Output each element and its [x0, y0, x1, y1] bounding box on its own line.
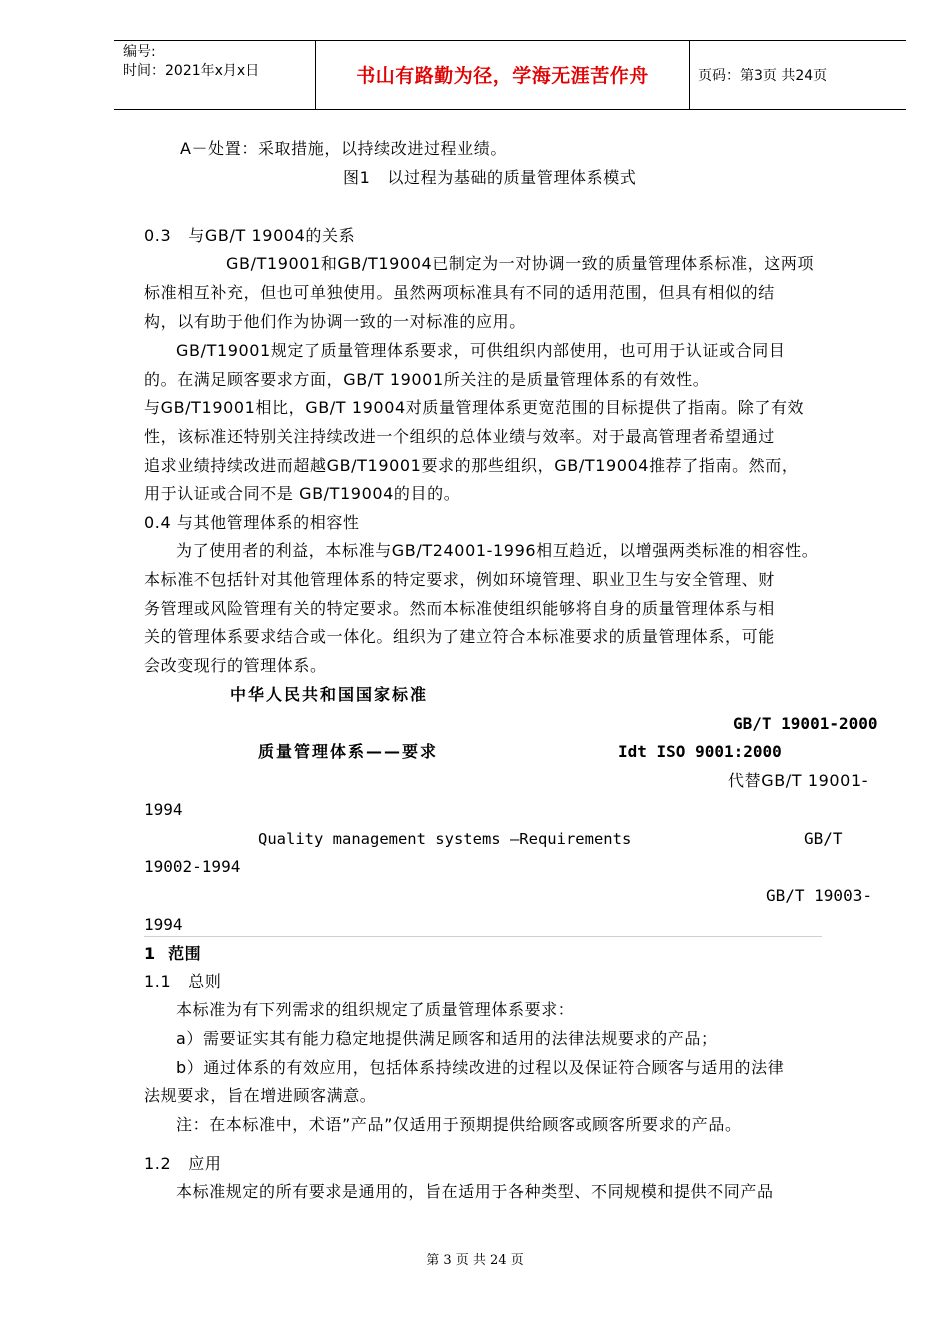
number-label: 编号:: [123, 44, 156, 60]
header-motto: 书山有路勤为径，学海无涯苦作舟: [356, 65, 649, 87]
replaces-year: 19002-1994: [144, 857, 241, 876]
note-line: 注：在本标准中，术语”产品”仅适用于预期提供给顾客或顾客所要求的产品。: [176, 1115, 742, 1134]
body-line: 性，该标准还特别关注持续改进一个组织的总体业绩与效率。对于最高管理者希望通过: [144, 427, 775, 446]
body-line: 与GB/T19001相比，GB/T 19004对质量管理体系更宽范围的目标提供了指南。除了有效: [144, 398, 805, 417]
standard-equivalence: Idt ISO 9001:2000: [618, 742, 782, 761]
body-line: GB/T19001和GB/T19004已制定为一对协调一致的质量管理体系标准，这两项: [226, 254, 815, 273]
body-line: 务管理或风险管理有关的特定要求。然而本标准使组织能够将自身的质量管理体系与相: [144, 599, 775, 618]
body-line: 构，以有助于他们作为协调一致的一对标准的应用。: [144, 312, 526, 331]
header-meta: [123, 43, 259, 81]
body-line: 本标准不包括针对其他管理体系的特定要求，例如环境管理、职业卫生与安全管理、财: [144, 570, 775, 589]
section-heading: 0.3 与GB/T 19004的关系: [144, 226, 356, 245]
body-line: 的。在满足顾客要求方面，GB/T 19001所关注的是质量管理体系的有效性。: [144, 370, 710, 389]
section-heading: 1.1 总则: [144, 972, 222, 991]
replaces-line: 代替GB/T 19001-: [728, 771, 869, 790]
divider: [144, 936, 822, 937]
replaces-year: 1994: [144, 915, 183, 934]
section-heading: 0.4 与其他管理体系的相容性: [144, 513, 360, 532]
standard-name: 质量管理体系——要求: [258, 742, 439, 761]
body-line: 为了使用者的利益，本标准与GB/T24001-1996相互趋近，以增强两类标准的相容性。: [176, 541, 819, 560]
section-heading: 1.2 应用: [144, 1154, 222, 1173]
page-header: [114, 40, 906, 110]
standard-number: GB/T 19001-2000: [733, 714, 878, 733]
english-title: Quality management systems —Requirements: [258, 830, 632, 848]
body-line: 标准相互补充，但也可单独使用。虽然两项标准具有不同的适用范围，但具有相似的结: [144, 283, 775, 302]
section-heading: 1 范围: [144, 944, 202, 963]
standard-title: 中华人民共和国国家标准: [230, 685, 429, 704]
header-divider: [689, 41, 690, 109]
page-footer: 第 3 页 共 24 页: [426, 1253, 524, 1268]
body-line: 会改变现行的管理体系。: [144, 656, 327, 675]
body-line: 关的管理体系要求结合或一体化。组织为了建立符合本标准要求的质量管理体系，可能: [144, 627, 775, 646]
body-line: GB/T19001规定了质量管理体系要求，可供组织内部使用，也可用于认证或合同目: [176, 341, 786, 360]
figure-caption: 图1 以过程为基础的质量管理体系模式: [343, 168, 637, 187]
body-line: 追求业绩持续改进而超越GB/T19001要求的那些组织，GB/T19004推荐了指南。然而，: [144, 456, 799, 475]
replaces-line: GB/T 19003-: [766, 886, 872, 905]
replaces-year: 1994: [144, 800, 183, 819]
body-line: A－处置：采取措施，以持续改进过程业绩。: [180, 139, 507, 158]
list-item: b）通过体系的有效应用，包括体系持续改进的过程以及保证符合顾客与适用的法律: [176, 1058, 785, 1077]
header-page-info: 页码：第3页 共24页: [698, 68, 828, 84]
list-item: a）需要证实其有能力稳定地提供满足顾客和适用的法律法规要求的产品；: [176, 1029, 718, 1048]
body-line: 用于认证或合同不是 GB/T19004的目的。: [144, 484, 461, 503]
body-line: 法规要求，旨在增进顾客满意。: [144, 1086, 377, 1105]
time-label: 时间：2021年x月x日: [123, 63, 260, 79]
replaces-line: GB/T: [804, 829, 843, 848]
body-line: 本标准为有下列需求的组织规定了质量管理体系要求：: [176, 1000, 575, 1019]
body-line: 本标准规定的所有要求是通用的，旨在适用于各种类型、不同规模和提供不同产品: [176, 1182, 774, 1201]
